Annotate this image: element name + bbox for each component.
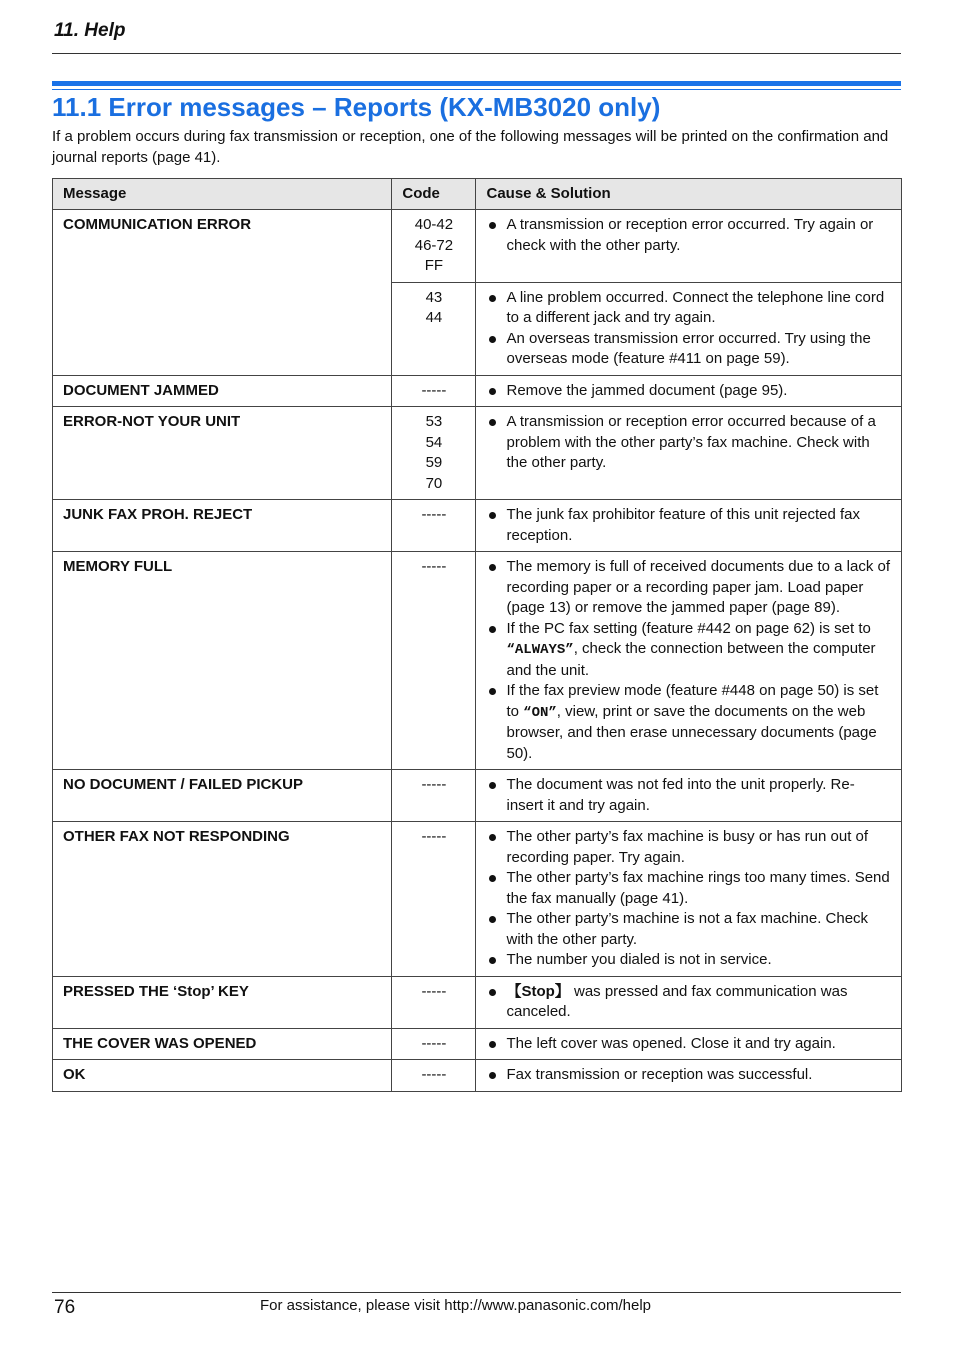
- table-header-row: [53, 179, 902, 210]
- chapter-title: 11. Help: [54, 20, 126, 41]
- intro-paragraph: If a problem occurs during fax transmission or reception, one of the following messages will be printed on the confirmation and journal reports (page 41).: [52, 128, 889, 166]
- setting-value: “ALWAYS”: [506, 642, 574, 658]
- cause-cell: [476, 1028, 902, 1060]
- cause-cell: [476, 500, 902, 552]
- code-cell: -----: [392, 375, 476, 407]
- page-number: 76: [54, 1297, 76, 1318]
- message-cell: PRESSED THE ‘Stop’ KEY: [53, 976, 392, 1028]
- code-cell: -----: [392, 822, 476, 977]
- code-cell: -----: [392, 552, 476, 770]
- code-value: 46-72: [414, 236, 454, 254]
- section-accent-bar: [52, 81, 901, 86]
- code-value: 70: [425, 474, 443, 492]
- cause-item: [486, 982, 891, 1023]
- cause-text: , view, print or save the documents on the web browser, and then erase unnecessary documents (page 50).: [506, 702, 877, 762]
- table-row: [53, 552, 902, 770]
- footer-divider: [52, 1292, 901, 1293]
- cause-cell: [476, 552, 902, 770]
- error-messages-table: [52, 178, 902, 1092]
- cause-item: The left cover was opened. Close it and try again.: [486, 1034, 891, 1055]
- code-value: 40-42: [414, 216, 454, 233]
- code-cell: [392, 407, 476, 500]
- cause-item: A line problem occurred. Connect the telephone line cord to a different jack and try again.: [486, 288, 891, 329]
- cause-item: The document was not fed into the unit properly. Re-insert it and try again.: [486, 775, 891, 816]
- stop-key-label: 【Stop】: [506, 982, 570, 1000]
- code-value: 43: [425, 288, 443, 306]
- cause-cell: [476, 822, 902, 977]
- header-divider: [52, 53, 901, 54]
- code-value: 44: [425, 309, 443, 326]
- footer-assistance-text: For assistance, please visit http://www.panasonic.com/help: [260, 1297, 652, 1314]
- cause-item: The other party’s fax machine rings too many times. Send the fax manually (page 41).: [486, 868, 891, 909]
- cause-text: If the fax preview mode (feature #448 on page 50) is set to: [506, 682, 879, 720]
- column-header-code: Code: [392, 179, 476, 210]
- table-row: [53, 770, 902, 822]
- cause-cell: [476, 375, 902, 407]
- code-value: 59: [425, 454, 443, 471]
- cause-text: If the PC fax setting (feature #442 on page 62) is set to: [506, 619, 871, 637]
- cause-cell: [476, 282, 902, 375]
- message-cell: ERROR-NOT YOUR UNIT: [53, 407, 392, 500]
- message-cell: DOCUMENT JAMMED: [53, 375, 392, 407]
- message-cell: NO DOCUMENT / FAILED PICKUP: [53, 770, 392, 822]
- code-cell: -----: [392, 770, 476, 822]
- table-row: [53, 210, 902, 283]
- message-cell: OTHER FAX NOT RESPONDING: [53, 822, 392, 977]
- section-title: 11.1 Error messages – Reports (KX-MB3020 only): [52, 92, 661, 122]
- message-cell: JUNK FAX PROH. REJECT: [53, 500, 392, 552]
- cause-item: The number you dialed is not in service.: [486, 950, 891, 971]
- message-cell: COMMUNICATION ERROR: [53, 210, 392, 376]
- setting-value: “ON”: [523, 704, 557, 721]
- code-cell: -----: [392, 976, 476, 1028]
- code-cell: -----: [392, 500, 476, 552]
- table-row: [53, 822, 902, 977]
- table-row: [53, 375, 902, 407]
- code-cell: -----: [392, 1060, 476, 1092]
- cause-text: was pressed and fax communication was canceled.: [506, 982, 848, 1020]
- code-value: 53: [425, 413, 443, 430]
- message-cell: OK: [53, 1060, 392, 1092]
- cause-item: The junk fax prohibitor feature of this unit rejected fax reception.: [486, 505, 891, 546]
- cause-cell: [476, 770, 902, 822]
- table-row: [53, 1060, 902, 1092]
- code-value: 54: [425, 433, 443, 451]
- code-cell: [392, 210, 476, 283]
- cause-item: [486, 681, 891, 764]
- section-accent-rule: [52, 89, 901, 90]
- cause-cell: [476, 210, 902, 283]
- code-value: FF: [424, 257, 444, 274]
- cause-item: [486, 619, 891, 682]
- table-row: [53, 1028, 902, 1060]
- cause-item: Remove the jammed document (page 95).: [486, 381, 891, 402]
- cause-item: The other party’s machine is not a fax machine. Check with the other party.: [486, 909, 891, 950]
- column-header-message: Message: [53, 179, 392, 210]
- cause-item: A transmission or reception error occurred because of a problem with the other party’s fax machine. Check with the other party.: [486, 412, 891, 474]
- table-row: [53, 976, 902, 1028]
- cause-item: Fax transmission or reception was successful.: [486, 1065, 891, 1086]
- code-cell: [392, 282, 476, 375]
- cause-cell: [476, 407, 902, 500]
- cause-item: An overseas transmission error occurred. Try using the overseas mode (feature #411 on page 59).: [486, 329, 891, 370]
- message-cell: MEMORY FULL: [53, 552, 392, 770]
- column-header-cause: Cause & Solution: [476, 179, 902, 210]
- cause-cell: [476, 1060, 902, 1092]
- message-cell: THE COVER WAS OPENED: [53, 1028, 392, 1060]
- code-cell: -----: [392, 1028, 476, 1060]
- cause-item: A transmission or reception error occurred. Try again or check with the other party.: [486, 215, 891, 256]
- cause-item: The memory is full of received documents due to a lack of recording paper or a recording paper jam. Load paper (page 13) or remove the jammed paper (page 89).: [486, 557, 891, 619]
- cause-cell: [476, 976, 902, 1028]
- cause-item: The other party’s fax machine is busy or has run out of recording paper. Try again.: [486, 827, 891, 868]
- table-row: [53, 407, 902, 500]
- table-row: [53, 500, 902, 552]
- cause-text: , check the connection between the computer and the unit.: [506, 640, 876, 679]
